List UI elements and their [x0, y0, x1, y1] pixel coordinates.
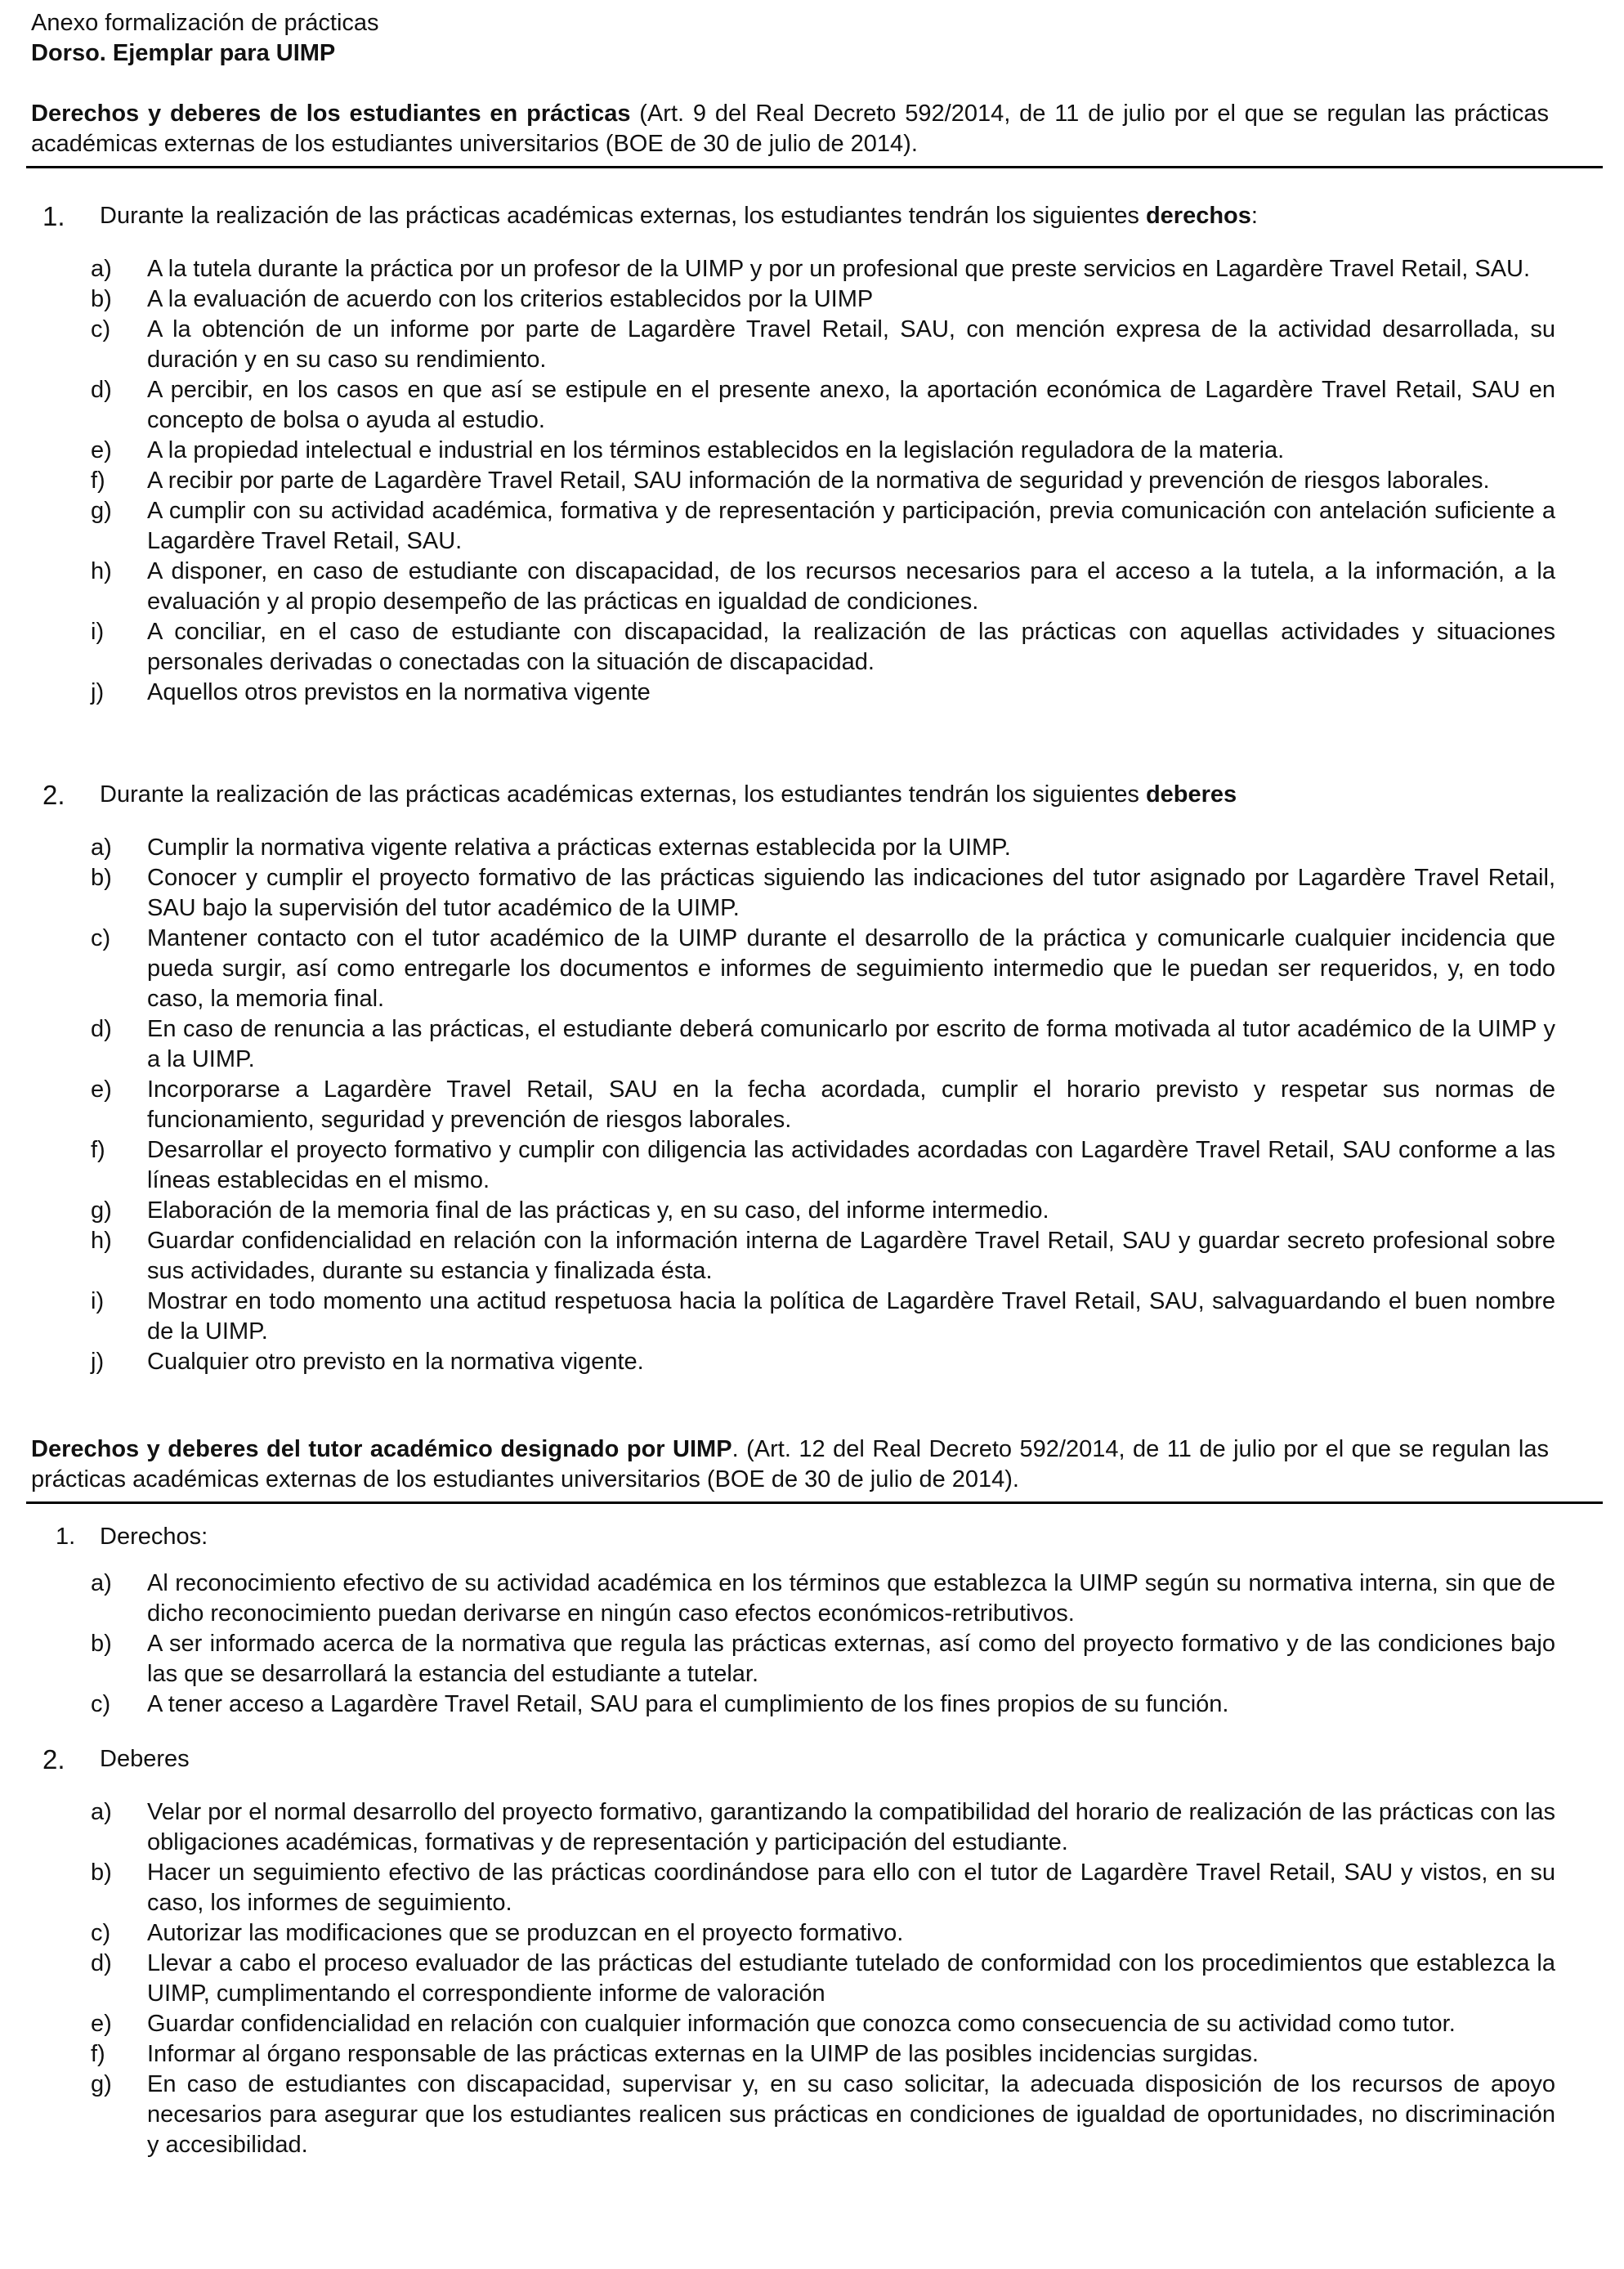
list-item-text: Hacer un seguimiento efectivo de las prácticas coordinándose para ello con el tutor de Lagardère Travel Retail, SAU y vistos, en su caso, los informes de seguimiento.	[147, 1860, 1555, 1916]
list-item	[31, 1858, 1555, 1918]
list-item	[31, 1196, 1555, 1226]
list-item	[31, 1949, 1555, 2009]
list-item-text: A la propiedad intelectual e industrial en los términos establecidos en la legislación reguladora de la materia.	[147, 437, 1285, 463]
list-item-letter: e)	[91, 437, 112, 463]
list-item	[31, 1347, 1555, 1377]
list-item-text: Cualquier otro previsto en la normativa vigente.	[147, 1349, 644, 1375]
tutor-section-reference: . (Art. 12 del Real Decreto 592/2014, de 11 de julio por el que se regulan las prácticas académicas externas de los estudiantes universitarios (BOE de 30 de julio de 2014).	[31, 1436, 1549, 1493]
list-item-text: Incorporarse a Lagardère Travel Retail, SAU en la fecha acordada, cumplir el horario previsto y respetar sus normas de funcionamiento, seguridad y prevención de riesgos laborales.	[147, 1076, 1555, 1133]
list-item-letter: a)	[91, 835, 112, 861]
list-item-text: Aquellos otros previstos en la normativa vigente	[147, 679, 651, 705]
list-item-letter: f)	[91, 1137, 105, 1163]
list-item	[31, 254, 1555, 284]
list-item-text: Guardar confidencialidad en relación con la información interna de Lagardère Travel Retail, SAU y guardar secreto profesional sobre sus actividades, durante su estancia y finalizada ésta.	[147, 1228, 1555, 1284]
list-item-letter: c)	[91, 316, 111, 342]
tutor-section-title: Derechos y deberes del tutor académico designado por UIMP	[31, 1436, 732, 1462]
list-item-text: Llevar a cabo el proceso evaluador de las prácticas del estudiante tutelado de conformidad con los procedimientos que establezca la UIMP, cumplimentando el correspondiente informe de valoración	[147, 1950, 1555, 2007]
tutor-duties-label: Deberes	[100, 1746, 190, 1772]
item-number: 2.	[43, 780, 65, 810]
list-item-text: Guardar confidencialidad en relación con cualquier información que conozca como consecuencia de su actividad como tutor.	[147, 2011, 1456, 2037]
duties-keyword: deberes	[1145, 781, 1237, 808]
list-item	[31, 833, 1555, 863]
list-item-text: A conciliar, en el caso de estudiante con discapacidad, la realización de las prácticas con aquellas actividades y situaciones personales derivadas o conectadas con la situación de discapacidad.	[147, 619, 1555, 675]
list-item	[31, 315, 1555, 375]
list-item	[31, 557, 1555, 617]
list-item-letter: g)	[91, 2071, 112, 2097]
student-section-reference: (Art. 9 del Real Decreto 592/2014, de 11 de julio por el que se regulan las prácticas académicas externas de los estudiantes universitarios (BOE de 30 de julio de 2014).	[31, 101, 1550, 157]
list-item-text: Conocer y cumplir el proyecto formativo de las prácticas siguiendo las indicaciones del tutor asignado por Lagardère Travel Retail, SAU bajo la supervisión del tutor académico de la UIMP.	[147, 865, 1555, 921]
list-item-letter: b)	[91, 865, 112, 891]
tutor-duties-list	[31, 1797, 1598, 2160]
list-item	[31, 1287, 1555, 1347]
list-item-text: A la evaluación de acuerdo con los criterios establecidos por la UIMP	[147, 286, 874, 312]
list-item-letter: j)	[91, 1349, 105, 1375]
list-item-text: A ser informado acerca de la normativa que regula las prácticas externas, así como del proyecto formativo y de las condiciones bajo las que se desarrollará la estancia del estudiante a tutelar.	[147, 1631, 1555, 1687]
list-item	[31, 466, 1555, 496]
list-item-text: Informar al órgano responsable de las prácticas externas en la UIMP de las posibles incidencias surgidas.	[147, 2041, 1259, 2067]
list-item	[31, 2070, 1555, 2160]
student-rights-intro: Durante la realización de las prácticas académicas externas, los estudiantes tendrán los siguientes	[100, 203, 1146, 229]
list-item-text: Elaboración de la memoria final de las prácticas y, en su caso, del informe intermedio.	[147, 1197, 1049, 1224]
list-item	[31, 1075, 1555, 1135]
list-item-letter: a)	[91, 256, 112, 282]
list-item-letter: h)	[91, 1228, 112, 1254]
list-item-letter: b)	[91, 1860, 112, 1886]
list-item-letter: c)	[91, 1920, 111, 1946]
list-item-letter: a)	[91, 1799, 112, 1825]
list-item-text: A la tutela durante la práctica por un profesor de la UIMP y por un profesional que preste servicios en Lagardère Travel Retail, SAU.	[147, 256, 1531, 282]
list-item-letter: b)	[91, 1631, 112, 1657]
list-item	[31, 924, 1555, 1014]
list-item-letter: f)	[91, 468, 105, 494]
list-item	[31, 2009, 1555, 2039]
list-item	[31, 1135, 1555, 1196]
list-item-text: Velar por el normal desarrollo del proyecto formativo, garantizando la compatibilidad del horario de realización de las prácticas con las obligaciones académicas, formativas y de representación y participación del estudiante.	[147, 1799, 1555, 1855]
tutor-duties-item	[31, 1744, 1598, 1774]
list-item-text: A la obtención de un informe por parte de Lagardère Travel Retail, SAU, con mención expresa de la actividad desarrollada, su duración y en su caso su rendimiento.	[147, 316, 1555, 373]
section-divider	[26, 166, 1603, 168]
copy-label: Dorso. Ejemplar para UIMP	[31, 40, 336, 66]
list-item-letter: a)	[91, 1570, 112, 1596]
item-number: 1.	[43, 201, 65, 231]
tutor-section-heading	[31, 1434, 1598, 1495]
list-item-text: A tener acceso a Lagardère Travel Retail, SAU para el cumplimiento de los fines propios de su función.	[147, 1691, 1229, 1717]
student-section-heading	[31, 99, 1598, 159]
item-number: 2.	[43, 1744, 65, 1774]
list-item-letter: g)	[91, 498, 112, 524]
list-item	[31, 1226, 1555, 1287]
tutor-rights-item	[31, 1522, 1598, 1552]
list-item-text: En caso de estudiantes con discapacidad, supervisar y, en su caso solicitar, la adecuada disposición de los recursos de apoyo necesarios para asegurar que los estudiantes realicen sus prácticas en condiciones de igualdad de oportunidades, no discriminación y accesibilidad.	[147, 2071, 1555, 2158]
student-duties-item	[31, 780, 1598, 810]
student-rights-item	[31, 201, 1598, 231]
list-item-letter: g)	[91, 1197, 112, 1224]
list-item-text: Mantener contacto con el tutor académico de la UIMP durante el desarrollo de la práctica y comunicarle cualquier incidencia que pueda surgir, así como entregarle los documentos e informes de seguimiento intermedio que le puedan ser requeridos, y, en todo caso, la memoria final.	[147, 925, 1555, 1012]
student-duties-list	[31, 833, 1598, 1377]
list-item	[31, 496, 1555, 557]
list-item-letter: f)	[91, 2041, 105, 2067]
list-item-text: A percibir, en los casos en que así se estipule en el presente anexo, la aportación económica de Lagardère Travel Retail, SAU en concepto de bolsa o ayuda al estudio.	[147, 377, 1555, 433]
list-item-letter: h)	[91, 558, 112, 584]
list-item	[31, 284, 1555, 315]
list-item-text: Autorizar las modificaciones que se produzcan en el proyecto formativo.	[147, 1920, 904, 1946]
list-item	[31, 678, 1555, 708]
list-item	[31, 1918, 1555, 1949]
list-item	[31, 436, 1555, 466]
list-item-text: Cumplir la normativa vigente relativa a prácticas externas establecida por la UIMP.	[147, 835, 1011, 861]
list-item	[31, 1689, 1555, 1720]
list-item-letter: e)	[91, 2011, 112, 2037]
annex-title: Anexo formalización de prácticas	[31, 10, 379, 36]
list-item	[31, 2039, 1555, 2070]
list-item-text: A disponer, en caso de estudiante con discapacidad, de los recursos necesarios para el acceso a la tutela, a la información, a la evaluación y al propio desempeño de las prácticas en igualdad de condiciones.	[147, 558, 1555, 615]
list-item	[31, 617, 1555, 678]
list-item-text: Desarrollar el proyecto formativo y cumplir con diligencia las actividades acordadas con Lagardère Travel Retail, SAU conforme a las líneas establecidas en el mismo.	[147, 1137, 1555, 1193]
list-item-text: En caso de renuncia a las prácticas, el estudiante deberá comunicarlo por escrito de forma motivada al tutor académico de la UIMP y a la UIMP.	[147, 1016, 1555, 1072]
list-item-letter: d)	[91, 1950, 112, 1976]
rights-intro-colon: :	[1250, 203, 1258, 229]
list-item-letter: d)	[91, 377, 112, 403]
list-item-letter: e)	[91, 1076, 112, 1103]
list-item-text: Al reconocimiento efectivo de su actividad académica en los términos que establezca la UIMP según su normativa interna, sin que de dicho reconocimiento puedan derivarse en ningún caso efectos económicos-retributivos.	[147, 1570, 1555, 1627]
rights-keyword: derechos	[1145, 203, 1251, 229]
list-item-text: Mostrar en todo momento una actitud respetuosa hacia la política de Lagardère Travel Retail, SAU, salvaguardando el buen nombre de la UIMP.	[147, 1288, 1555, 1345]
list-item	[31, 1569, 1555, 1629]
student-section-title: Derechos y deberes de los estudiantes en prácticas	[31, 101, 631, 127]
list-item-text: A recibir por parte de Lagardère Travel Retail, SAU información de la normativa de seguridad y prevención de riesgos laborales.	[147, 468, 1490, 494]
list-item	[31, 863, 1555, 924]
list-item-letter: i)	[91, 1288, 105, 1314]
list-item-letter: c)	[91, 925, 111, 951]
list-item-letter: i)	[91, 619, 105, 645]
list-item	[31, 1629, 1555, 1689]
student-duties-intro: Durante la realización de las prácticas académicas externas, los estudiantes tendrán los siguientes	[100, 781, 1146, 808]
section-divider	[26, 1501, 1603, 1504]
list-item-letter: d)	[91, 1016, 112, 1042]
student-rights-list	[31, 254, 1598, 708]
item-number: 1.	[56, 1524, 76, 1550]
tutor-rights-label: Derechos:	[100, 1524, 208, 1550]
list-item	[31, 1797, 1555, 1858]
list-item-letter: j)	[91, 679, 105, 705]
list-item-letter: c)	[91, 1691, 111, 1717]
tutor-rights-list	[31, 1569, 1598, 1720]
list-item-letter: b)	[91, 286, 112, 312]
list-item	[31, 1014, 1555, 1075]
list-item	[31, 375, 1555, 436]
list-item-text: A cumplir con su actividad académica, formativa y de representación y participación, previa comunicación con antelación suficiente a Lagardère Travel Retail, SAU.	[147, 498, 1555, 554]
